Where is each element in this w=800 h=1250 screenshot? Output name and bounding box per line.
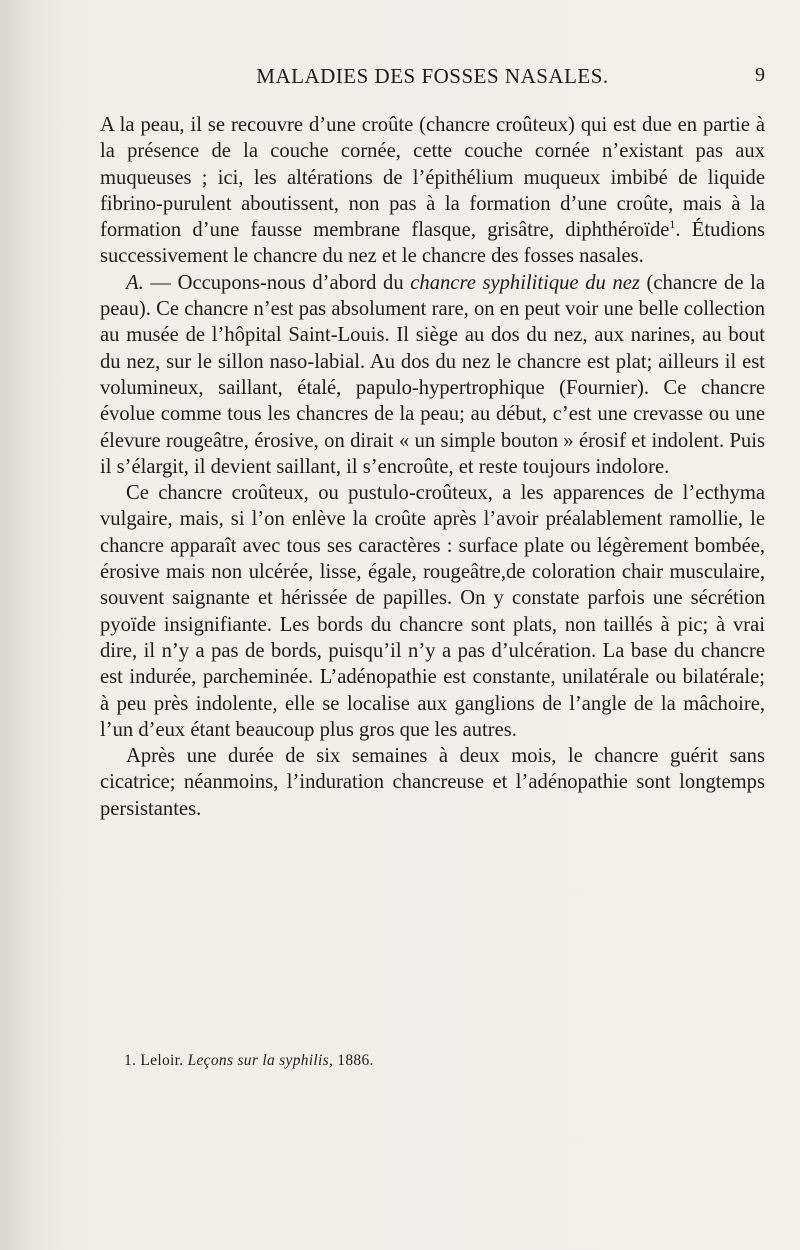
paragraph-2-italic: chancre syphilitique du nez bbox=[410, 271, 640, 294]
page-header bbox=[100, 64, 765, 96]
paragraph-2 bbox=[100, 270, 765, 480]
footnote-year: , 1886. bbox=[328, 1052, 374, 1069]
footnote-title: Leçons sur la syphilis bbox=[187, 1052, 329, 1069]
page-number: 9 bbox=[755, 64, 765, 86]
running-title: MALADIES DES FOSSES NASALES. bbox=[256, 64, 609, 88]
paragraph-1 bbox=[100, 112, 765, 270]
footnote-number: 1. bbox=[124, 1052, 137, 1069]
paragraph-2-rest: (chancre de la peau). Ce chancre n’est pas absolument rare, on en peut voir une belle collection au musée de l’hôpital Saint-Louis. Il siège au dos du nez, aux narines, au bout du nez, sur le sillon naso-labial. Au dos du nez le chancre est plat; ailleurs il est volumineux, saillant, étalé, papulo-hypertrophique (Fournier). Ce chancre évolue comme tous les chancres de la peau; au début, c’est une crevasse ou une élevure rougeâtre, érosive, on dirait « un simple bouton » érosif et indolent. Puis il s’élargit, il devient saillant, il s’encroûte, et reste toujours indolore. bbox=[100, 271, 765, 478]
footnote-author: Leloir. bbox=[136, 1052, 188, 1069]
section-label: A. bbox=[126, 271, 144, 294]
body-text bbox=[100, 112, 765, 822]
paragraph-1-text: A la peau, il se recouvre d’une croûte (chancre croûteux) qui est due en partie à la présence de la couche cornée, cette couche cornée n’existant pas aux muqueuses ; ici, les altérations de l’épithélium muqueux imbibé de liquide fibrino-purulent aboutissent, non pas à la formation d’une croûte, mais à la formation d’une fausse membrane flasque, grisâtre, diphthéroïde bbox=[100, 114, 765, 242]
footnote bbox=[124, 1052, 764, 1070]
footnote-reference: 1 bbox=[669, 217, 676, 232]
paragraph-2-start: — Occupons-nous d’abord du bbox=[143, 271, 411, 294]
paragraph-3: Ce chancre croûteux, ou pustulo-croûteux, a les apparences de l’ecthyma vulgaire, mais, si l’on enlève la croûte après l’avoir préalablement ramollie, le chancre apparaît avec tous ses caractères : surface plate ou légèrement bombée, érosive mais non ulcérée, lisse, égale, rougeâtre,de coloration chair musculaire, souvent saignante et hérissée de papilles. On y constate parfois une sécrétion pyoïde insignifiante. Les bords du chancre sont plats, non taillés à pic; à vrai dire, il n’y a pas de bords, puisqu’il n’y a pas d’ulcération. La base du chancre est indurée, parcheminée. L’adénopathie est constante, unilatérale ou bilatérale; à peu près indolente, elle se localise aux ganglions de l’angle de la mâchoire, l’un d’eux étant beaucoup plus gros que les autres. bbox=[100, 482, 765, 741]
paragraph-1-end: . Étudions successivement le chancre du nez et le chancre des fosses nasales. bbox=[100, 219, 765, 268]
paragraph-4: Après une durée de six semaines à deux mois, le chancre guérit sans cicatrice; néanmoins, l’induration chancreuse et l’adénopathie sont longtemps persistantes. bbox=[100, 745, 765, 820]
